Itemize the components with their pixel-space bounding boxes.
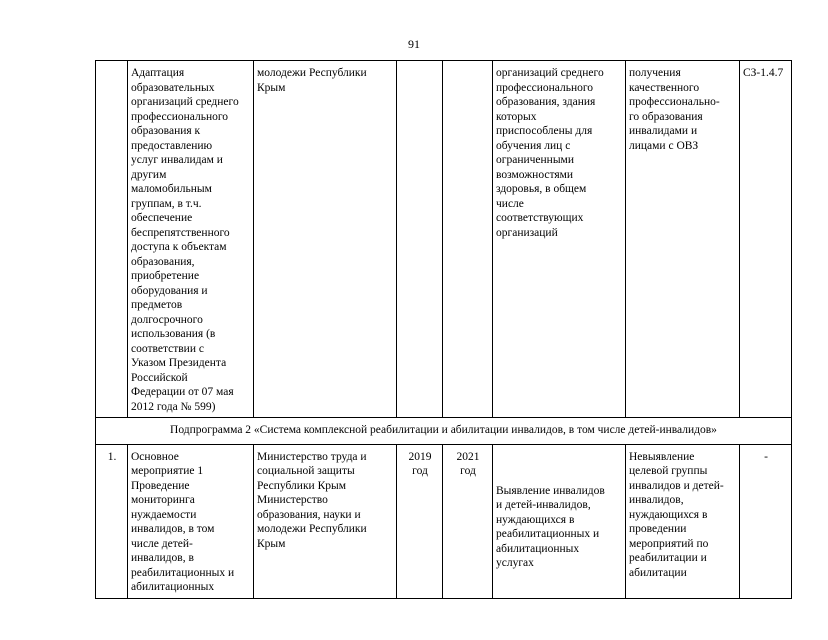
end-year-cell: 2021 год: [443, 444, 493, 598]
end-year-cell: [443, 61, 493, 418]
executor-cell: Министерство труда и социальной защиты Республики Крым Министерство образования, науки и молодежи Республики Крым: [254, 444, 397, 598]
row-number-cell: 1.: [96, 444, 128, 598]
expected-result-cell: Выявление инвалидов и детей-инвалидов, нуждающихся в реабилитационных и абилитационных услугах: [493, 444, 626, 598]
subprogram-title: Подпрограмма 2 «Система комплексной реабилитации и абилитации инвалидов, в том числе детей-инвалидов»: [96, 418, 792, 445]
indicator-code-cell: -: [740, 444, 792, 598]
table-row-1: [96, 444, 792, 598]
table-row-continued: [96, 61, 792, 418]
measures-table: [95, 60, 792, 599]
subprogram-row: [96, 418, 792, 445]
measure-name-cell: Основное мероприятие 1 Проведение мониторинга нуждаемости инвалидов, в том числе детей- инвалидов, в реабилитационных и абилитационных: [128, 444, 254, 598]
start-year-cell: 2019 год: [397, 444, 443, 598]
executor-cell: молодежи Республики Крым: [254, 61, 397, 418]
indicator-code-cell: СЗ-1.4.7: [740, 61, 792, 418]
consequence-cell: Невыявление целевой группы инвалидов и детей- инвалидов, нуждающихся в проведении мероприятий по реабилитации и абилитации: [626, 444, 740, 598]
row-number-cell: [96, 61, 128, 418]
consequence-cell: получения качественного профессионально- го образования инвалидами и лицами с ОВЗ: [626, 61, 740, 418]
expected-result-cell: организаций среднего профессионального образования, здания которых приспособлены для обучения лиц с ограниченными возможностями здоровья, в общем числе соответствующих организаций: [493, 61, 626, 418]
page-number: 91: [408, 37, 420, 51]
measure-name-cell: Адаптация образовательных организаций среднего профессионального образования к предоставлению услуг инвалидам и другим маломобильным группам, в т.ч. обеспечение беспрепятственного доступа к объектам образования, приобретение оборудования и предметов долгосрочного использования (в соответствии с Указом Президента Российской Федерации от 07 мая 2012 года № 599): [128, 61, 254, 418]
start-year-cell: [397, 61, 443, 418]
